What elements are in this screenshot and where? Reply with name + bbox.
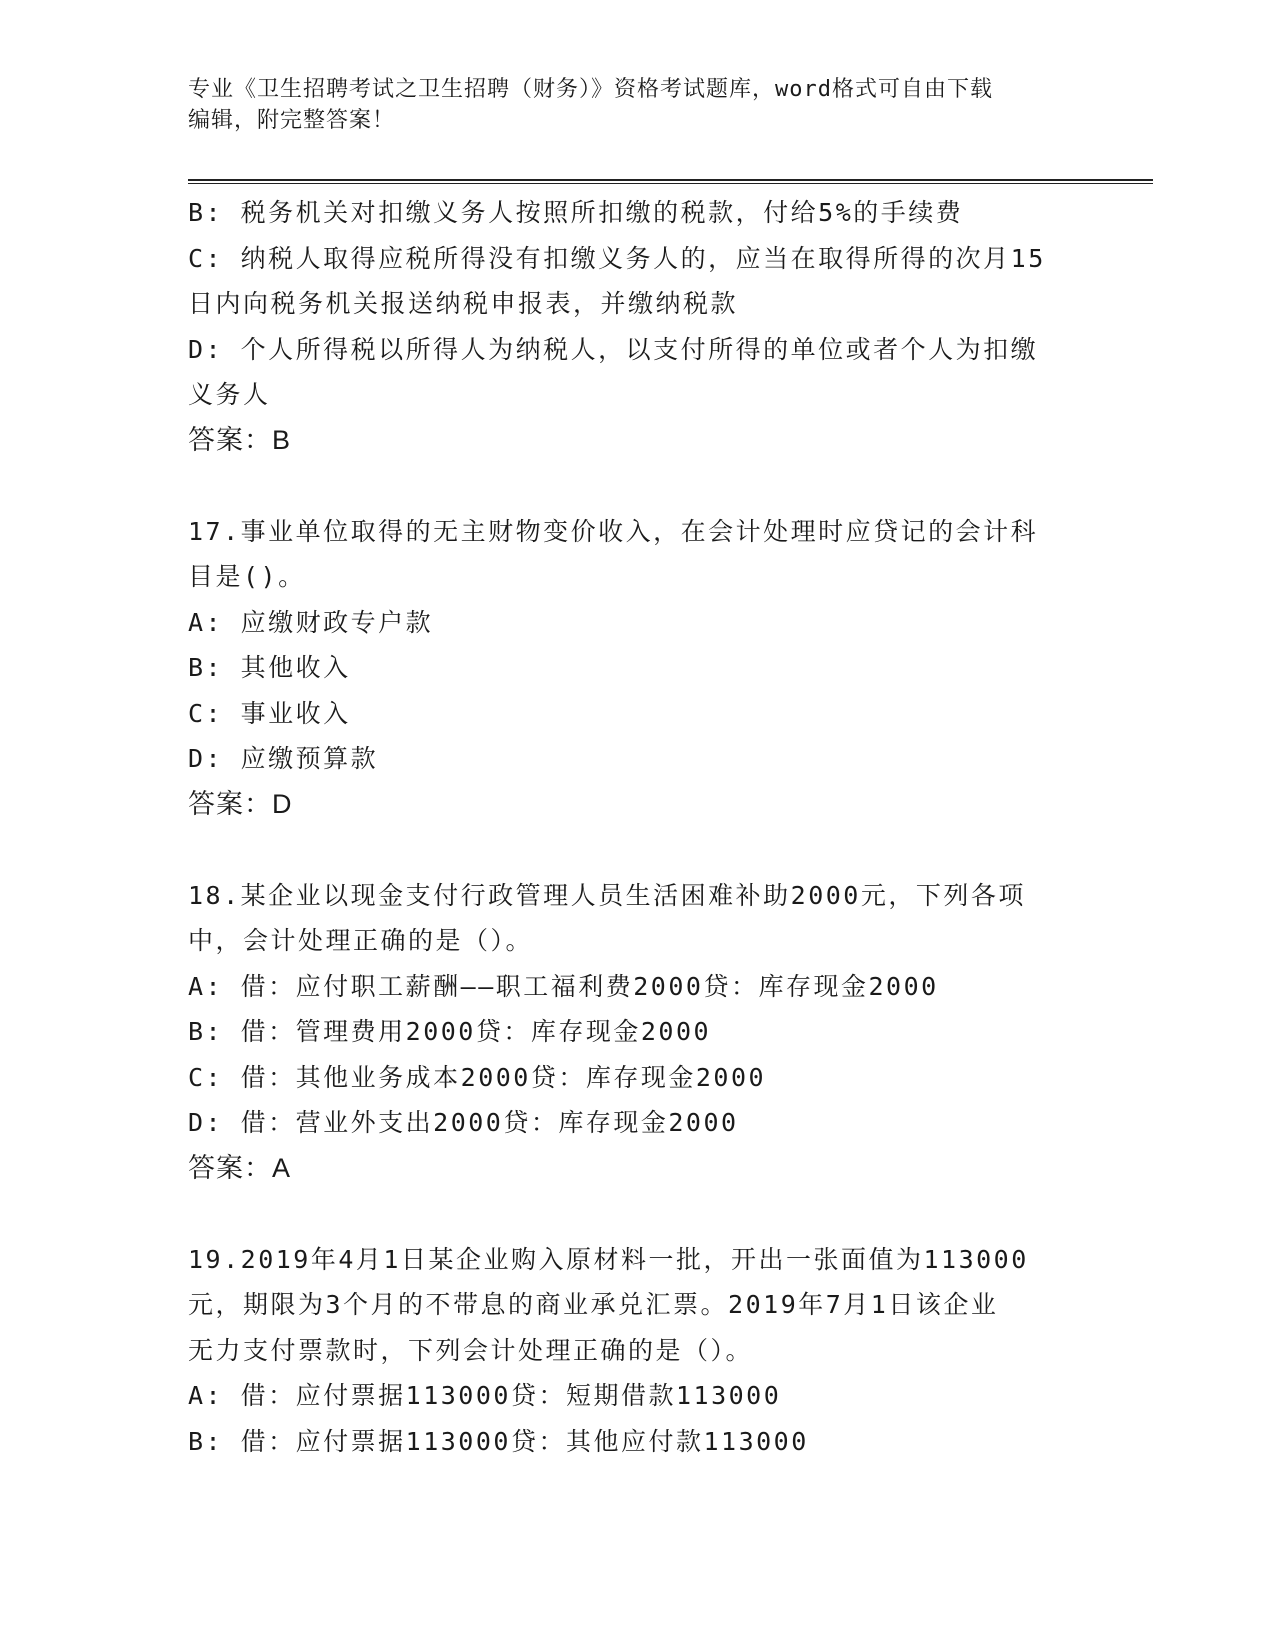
q18-stem-line-2: 中，会计处理正确的是（）。 <box>188 926 534 955</box>
question-19 <box>188 1237 1088 1465</box>
header-line-1: 专业《卫生招聘考试之卫生招聘（财务）》资格考试题库，word格式可自由下载 <box>188 77 993 102</box>
q18-stem-line-1: 18.某企业以现金支付行政管理人员生活困难补助2000元，下列各项 <box>188 880 1026 910</box>
header-divider <box>188 179 1153 181</box>
q18-option-a: A: 借：应付职工薪酬——职工福利费2000贷：库存现金2000 <box>188 971 939 1001</box>
q16-option-b: B: 税务机关对扣缴义务人按照所扣缴的税款，付给5%的手续费 <box>188 198 964 227</box>
q17-stem-line-1: 17.事业单位取得的无主财物变价收入，在会计处理时应贷记的会计科 <box>188 516 1039 546</box>
q18-option-d: D: 借：营业外支出2000贷：库存现金2000 <box>188 1108 739 1137</box>
q17-answer: 答案：D <box>188 788 293 819</box>
q17-option-a: A: 应缴财政专户款 <box>188 607 434 637</box>
question-18 <box>188 873 1088 1192</box>
document-header <box>188 74 1068 136</box>
question-16 <box>188 190 1088 463</box>
q16-option-c-line-2: 日内向税务机关报送纳税申报表，并缴纳税款 <box>188 289 739 318</box>
q19-stem-line-2: 元，期限为3个月的不带息的商业承兑汇票。2019年7月1日该企业 <box>188 1290 999 1319</box>
header-divider-thin <box>188 183 1153 184</box>
q19-stem-line-1: 19.2019年4月1日某企业购入原材料一批，开出一张面值为113000 <box>188 1244 1029 1274</box>
q17-option-c: C: 事业收入 <box>188 698 351 728</box>
q17-option-b: B: 其他收入 <box>188 653 351 682</box>
q19-stem-line-3: 无力支付票款时，下列会计处理正确的是（）。 <box>188 1335 754 1365</box>
q18-answer: 答案：A <box>188 1152 292 1183</box>
q16-option-d-line-1: D: 个人所得税以所得人为纳税人，以支付所得的单位或者个人为扣缴 <box>188 334 1039 364</box>
q19-option-a: A: 借：应付票据113000贷：短期借款113000 <box>188 1381 782 1410</box>
spacer <box>188 463 1088 509</box>
q17-option-d: D: 应缴预算款 <box>188 744 379 773</box>
question-17 <box>188 509 1088 828</box>
spacer <box>188 827 1088 873</box>
q19-option-b: B: 借：应付票据113000贷：其他应付款113000 <box>188 1426 809 1456</box>
q17-stem-line-2: 目是()。 <box>188 562 306 591</box>
q16-option-d-line-2: 义务人 <box>188 380 271 409</box>
spacer <box>188 1191 1088 1237</box>
q18-option-c: C: 借：其他业务成本2000贷：库存现金2000 <box>188 1062 767 1092</box>
q18-option-b: B: 借：管理费用2000贷：库存现金2000 <box>188 1017 712 1046</box>
q16-option-c-line-1: C: 纳税人取得应税所得没有扣缴义务人的，应当在取得所得的次月15 <box>188 243 1046 273</box>
header-line-2: 编辑，附完整答案！ <box>188 108 396 133</box>
q16-answer: 答案：B <box>188 424 292 455</box>
document-body <box>188 190 1088 1464</box>
